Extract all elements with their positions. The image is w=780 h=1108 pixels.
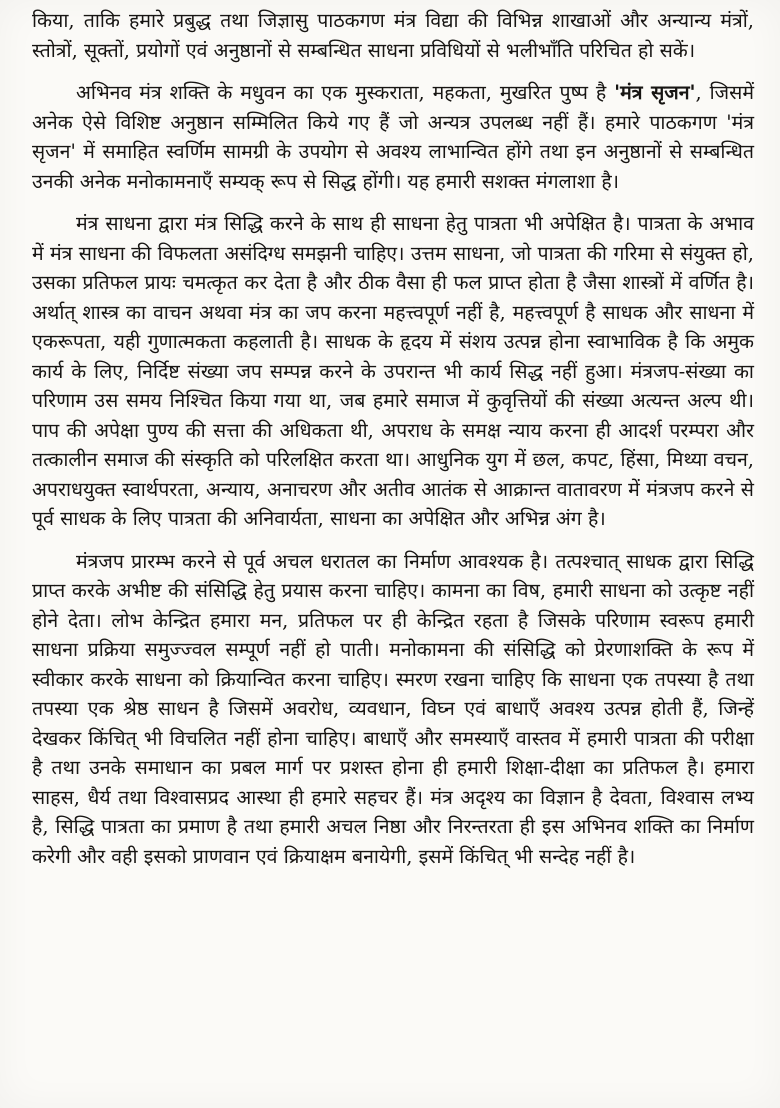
text-segment: मंत्रजप प्रारम्भ करने से पूर्व अचल धरातल का निर्माण आवश्यक है। तत्पश्चात् साधक द्वारा सिद्धि प्राप्त करके अभीष्ट की संसिद्धि हेतु प्रयास करना चाहिए। कामना का विष, हमारी साधना को उत्कृष्ट नहीं होने देता। लोभ केन्द्रित हमारा मन, प्रतिफल पर ही केन्द्रित रहता है जिसके परिणाम स्वरूप हमारी साधना प्रक्रिया समुज्ज्वल सम्पूर्ण नहीं हो पाती। मनोकामना की संसिद्धि को प्रेरणाशक्ति के रूप में स्वीकार करके साधना को क्रियान्वित करना चाहिए। स्मरण रखना चाहिए कि साधना एक तपस्या है तथा तपस्या एक श्रेष्ठ साधन है जिसमें अवरोध, व्यवधान, विघ्न एवं बाधाएँ अवश्य उत्पन्न होती हैं, जिन्हें देखकर किंचित् भी विचलित नहीं होना चाहिए। बाधाएँ और समस्याएँ वास्तव में हमारी पात्रता की परीक्षा है तथा उनके समाधान का प्रबल मार्ग पर प्रशस्त होना ही हमारी शिक्षा-दीक्षा का प्रतिफल है। हमारा साहस, धैर्य तथा विश्वासप्रद आस्था ही हमारे सहचर हैं। मंत्र अदृश्य का विज्ञान है देवता, विश्वास लभ्य है, सिद्धि पात्रता का प्रमाण है तथा हमारी अचल निष्ठा और निरन्तरता ही इस अभिनव शक्ति का निर्माण करेगी और वही इसको प्राणवान एवं क्रियाक्षम बनायेगी, इसमें किंचित् भी सन्देह नहीं है। — [32, 549, 754, 868]
text-segment: किया, ताकि हमारे प्रबुद्ध तथा जिज्ञासु पाठकगण मंत्र विद्या की विभिन्न शाखाओं और अन्यान्य मंत्रों, स्तोत्रों, सूक्तों, प्रयोगों एवं अनुष्ठानों से सम्बन्धित साधना प्रविधियों से भलीभाँति परिचित हो सकें। — [32, 9, 754, 62]
paragraph — [32, 547, 754, 872]
paragraph — [32, 78, 754, 196]
bold-text-segment: 'मंत्र सृजन' — [614, 81, 696, 104]
paragraph — [32, 209, 754, 534]
text-segment: मंत्र साधना द्वारा मंत्र सिद्धि करने के साथ ही साधना हेतु पात्रता भी अपेक्षित है। पात्रता के अभाव में मंत्र साधना की विफलता असंदिग्ध समझनी चाहिए। उत्तम साधना, जो पात्रता की गरिमा से संयुक्त हो, उसका प्रतिफल प्रायः चमत्कृत कर देता है और ठीक वैसा ही फल प्राप्त होता है जैसा शास्त्रों में वर्णित है। अर्थात् शास्त्र का वाचन अथवा मंत्र का जप करना महत्त्वपूर्ण नहीं है, महत्त्वपूर्ण है साधक और साधना में एकरूपता, यही गुणात्मकता कहलाती है। साधक के हृदय में संशय उत्पन्न होना स्वाभाविक है कि अमुक कार्य के लिए, निर्दिष्ट संख्या जप सम्पन्न करने के उपरान्त भी कार्य सिद्ध नहीं हुआ। मंत्रजप-संख्या का परिणाम उस समय निश्चित किया गया था, जब हमारे समाज में कुवृत्तियों की संख्या अत्यन्त अल्प थी। पाप की अपेक्षा पुण्य की सत्ता की अधिकता थी, अपराध के समक्ष न्याय करना ही आदर्श परम्परा और तत्कालीन समाज की संस्कृति को परिलक्षित करता था। आधुनिक युग में छल, कपट, हिंसा, मिथ्या वचन, अपराधयुक्त स्वार्थपरता, अन्याय, अनाचरण और अतीव आतंक से आक्रान्त वातावरण में मंत्रजप करने से पूर्व साधक के लिए पात्रता की अनिवार्यता, साधना का अपेक्षित और अभिन्न अंग है। — [32, 212, 754, 530]
paragraph — [32, 6, 754, 65]
text-segment: , जिसमें अनेक ऐसे विशिष्ट अनुष्ठान सम्मिलित किये गए हैं जो अन्यत्र उपलब्ध नहीं हैं। हमारे पाठकगण 'मंत्र सृजन' में समाहित स्वर्णिम सामग्री के उपयोग से अवश्य लाभान्वित होंगे तथा इन अनुष्ठानों से सम्बन्धित उनकी अनेक मनोकामनाएँ सम्यक् रूप से सिद्ध होंगी। यह हमारी सशक्त मंगलाशा है। — [32, 81, 754, 193]
body-text — [32, 6, 754, 871]
text-segment: अभिनव मंत्र शक्ति के मधुवन का एक मुस्कराता, महकता, मुखरित पुष्प है — [76, 81, 615, 104]
